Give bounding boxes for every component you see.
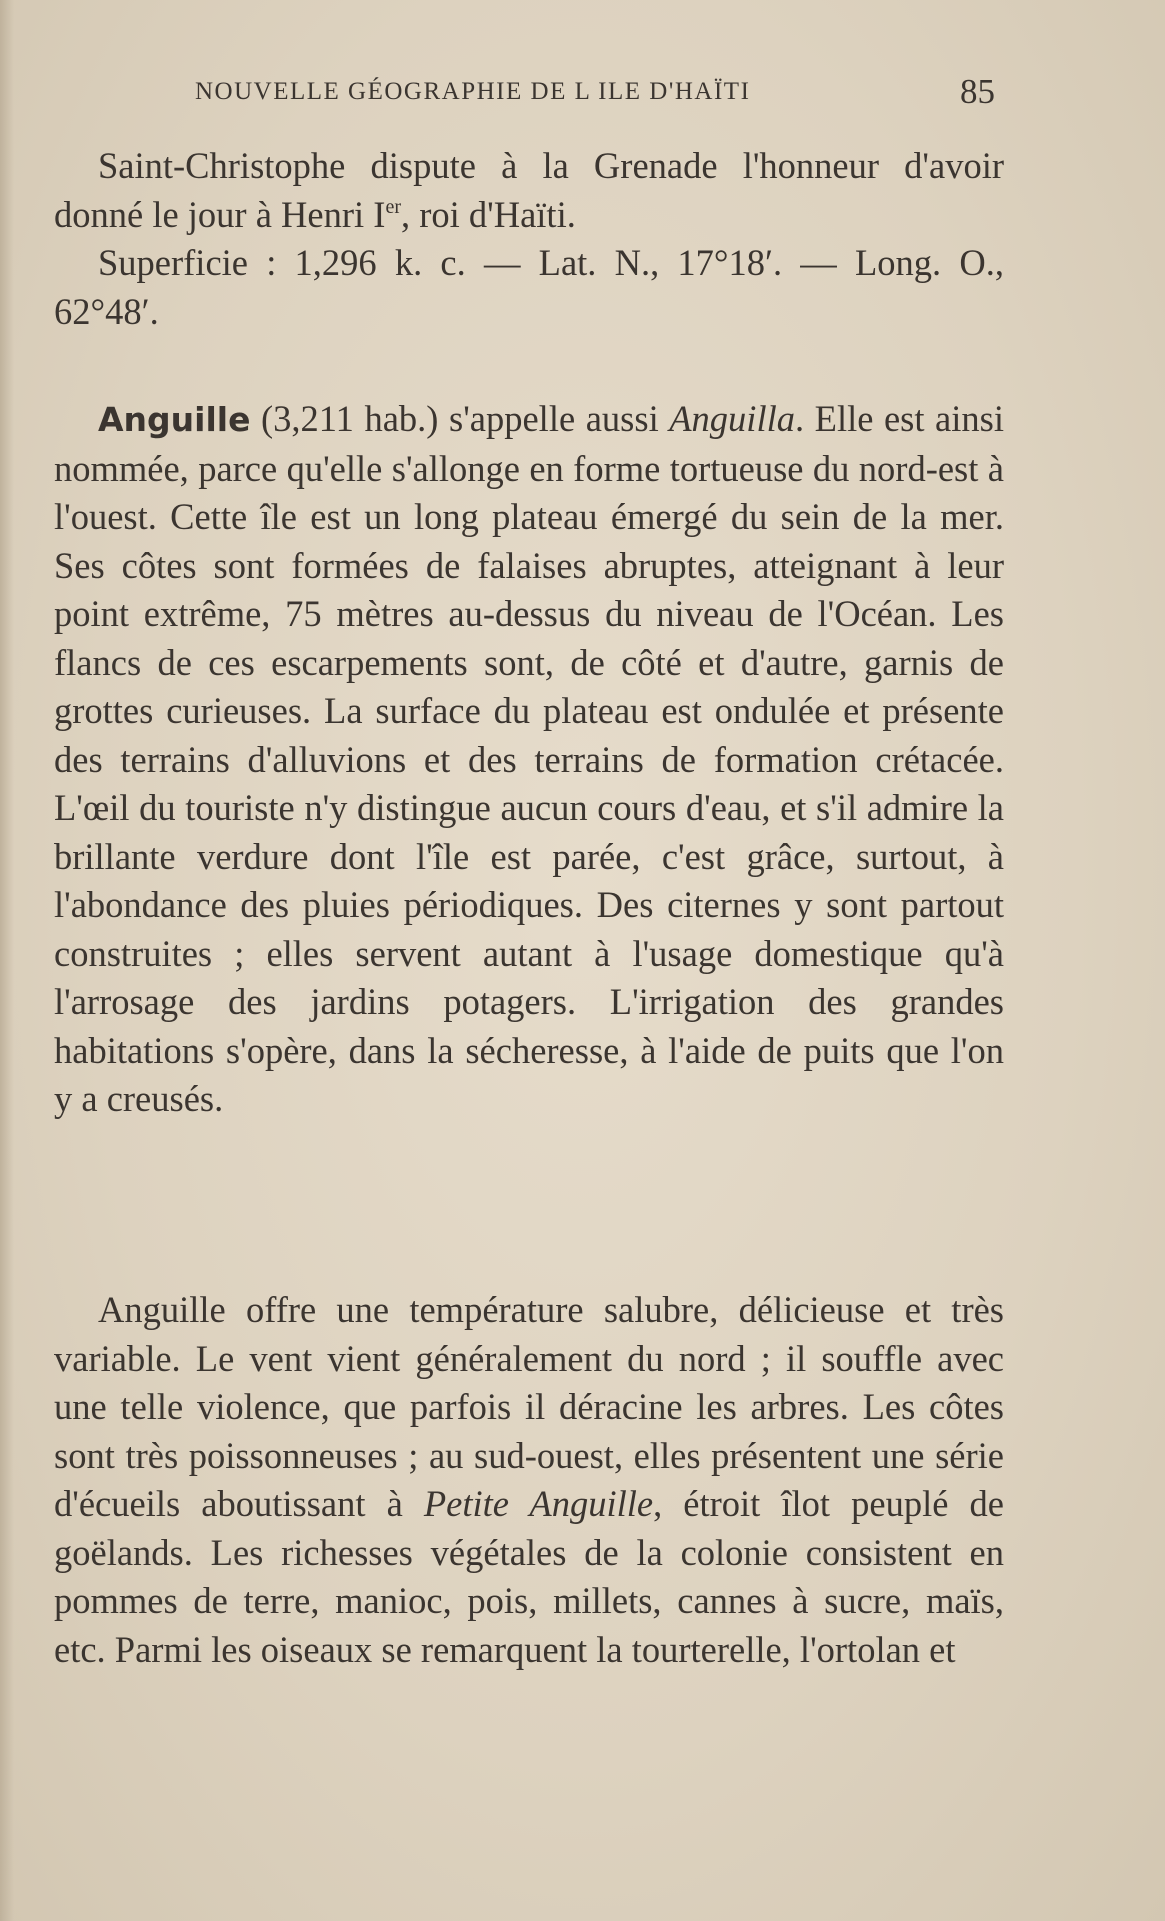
running-header: NOUVELLE GÉOGRAPHIE DE L ILE D'HAÏTI: [195, 78, 751, 105]
henri-text: Saint-Christophe dispute à la Grenade l'honneur d'avoir donné le jour à Henri I: [54, 145, 1004, 235]
paragraph-anguille-climate: [54, 1286, 1004, 1674]
climate-text-before: Anguille offre une température salubre, délicieuse et très variable. Le vent vient généralement du nord ; il souffle avec une telle violence, que parfois il déracine les arbres. Les côtes sont très poissonneuses ; au sud-ouest, elles présentent une série d'écueils aboutissant à: [54, 1289, 1004, 1524]
stats-line: Superficie : 1,296 k. c. — Lat. N., 17°18′. — Long. O., 62°48′.: [54, 242, 1004, 332]
page-number: 85: [960, 72, 995, 111]
anguille-description: . Elle est ainsi nommée, parce qu'elle s'allonge en forme tortueuse du nord-est à l'ouest. Cette île est un long plateau émergé du sein de la mer. Ses côtes sont formées de falaises abruptes, atteignant à leur point extrême, 75 mètres au-dessus du niveau de l'Océan. Les flancs de ces escarpements sont, de côté et d'autre, garnis de grottes curieuses. La surface du plateau est ondulée et présente des terrains d'alluvions et des terrains de formation crétacée. L'œil du touriste n'y distingue aucun cours d'eau, et s'il admire la brillante verdure dont l'île est parée, c'est grâce, surtout, à l'abondance des pluies périodiques. Des citernes y sont partout construites ; elles servent autant à l'usage domestique qu'à l'arrosage des jardins potagers. L'irrigation des grandes habitations s'opère, dans la sécheresse, à l'aide de puits que l'on y a creusés.: [54, 398, 1004, 1119]
anguille-text: [54, 395, 1004, 1124]
paragraph-henri-text: [54, 142, 1004, 239]
page-gutter-shadow: [0, 0, 14, 1921]
climate-text-after: , étroit îlot peuplé de goëlands. Les richesses végétales de la colonie consistent en pommes de terre, manioc, pois, millets, cannes à sucre, maïs, etc. Parmi les oiseaux se remarquent la tourterelle, l'ortolan et: [54, 1483, 1004, 1670]
paragraph-anguille: [54, 395, 1004, 1124]
anguille-population: (3,211 hab.) s'appelle aussi: [250, 398, 670, 439]
henri-text-end: , roi d'Haïti.: [400, 193, 576, 235]
superscript-er: er: [385, 195, 401, 218]
anguilla-alt-name: Anguilla: [669, 398, 795, 439]
climate-text: [54, 1286, 1004, 1674]
paragraph-saint-christophe: [54, 142, 1004, 336]
petite-anguille-name: Petite Anguille: [423, 1483, 654, 1524]
anguille-heading-term: Anguille: [98, 400, 251, 439]
